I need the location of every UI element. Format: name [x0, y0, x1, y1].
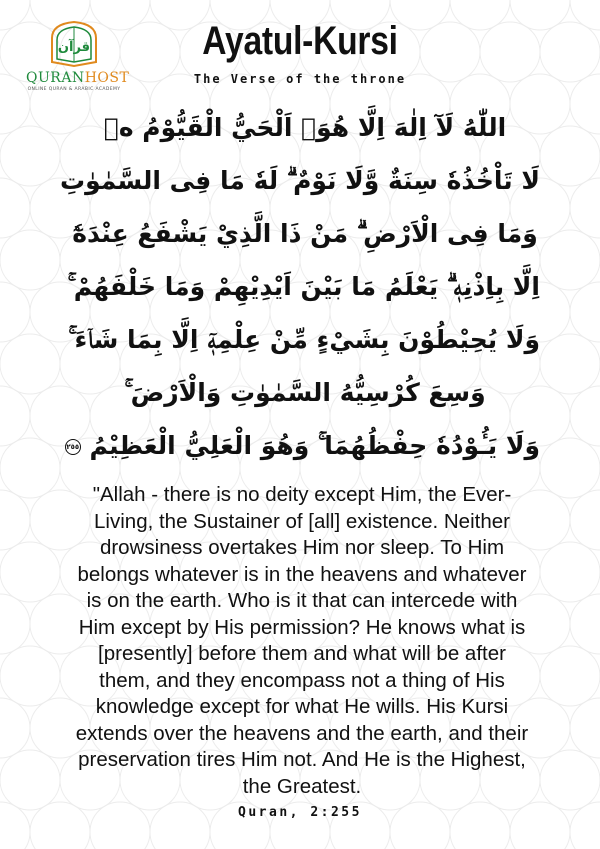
logo-wordmark-part2: HOST — [84, 70, 130, 86]
quran-book-emblem-icon — [48, 18, 100, 68]
arabic-line: وَلَا يُحِيْطُوْنَ بِشَيْءٍ مِّنْ عِلْمِهٖٓ اِلَّا بِمَا شَاۤءَ ۚ — [68, 325, 540, 354]
arabic-line: وَسِعَ كُرْسِيُّهُ السَّمٰوٰتِ وَالْاَرْضَ ۚ — [124, 378, 486, 407]
verse-end-marker: ٢٥٥ — [65, 439, 81, 455]
page-title: Ayatul-Kursi — [202, 19, 398, 63]
logo-wordmark — [26, 70, 130, 86]
arabic-line: اللّٰهُ لَآ اِلٰهَ اِلَّا هُوَۚ اَلْحَيُّ الْقَيُّوْمُ ەۚ — [103, 113, 507, 142]
arabic-line: لَا تَاْخُذُهٗ سِنَةٌ وَّلَا نَوْمٌ ۗ لَهٗ مَا فِى السَّمٰوٰتِ — [59, 166, 540, 195]
page-subtitle: The Verse of the throne — [193, 72, 407, 86]
arabic-line: وَمَا فِى الْاَرْضِ ۗ مَنْ ذَا الَّذِيْ يَشْفَعُ عِنْدَهٗٓ — [72, 219, 538, 248]
logo[interactable] — [26, 18, 130, 92]
arabic-line: اِلَّا بِاِذْنِهٖ ۗ يَعْلَمُ مَا بَيْنَ اَيْدِيْهِمْ وَمَا خَلْفَهُمْ ۚ — [67, 272, 540, 301]
arabic-verse — [59, 101, 540, 472]
verse-reference: Quran, 2:255 — [238, 805, 362, 820]
svg-text:قرآن: قرآن — [57, 40, 91, 55]
english-translation: "Allah - there is no deity except Him, the Ever-Living, the Sustainer of [all] existence. Neither drowsiness overtakes Him nor sleep. To Him belongs whatever is in the heavens and whatever is on the earth. Who is it that can intercede with Him except by His permission? He knows what is [presently] before them and what will be after them, and they encompass not a thing of His knowledge except for what He wills. His Kursi extends over the heavens and the earth, and their preservation tires Him not. And He is the Highest, the Greatest. — [75, 483, 529, 798]
arabic-line-text: وَلَا يَـُٔوْدُهٗ حِفْظُهُمَا ۚ وَهُوَ الْعَلِيُّ الْعَظِيْمُ — [89, 431, 540, 460]
logo-tagline: ONLINE QURAN & ARABIC ACADEMY — [27, 87, 121, 92]
arabic-line-last — [66, 419, 540, 472]
logo-wordmark-part1: QURAN — [26, 70, 85, 86]
